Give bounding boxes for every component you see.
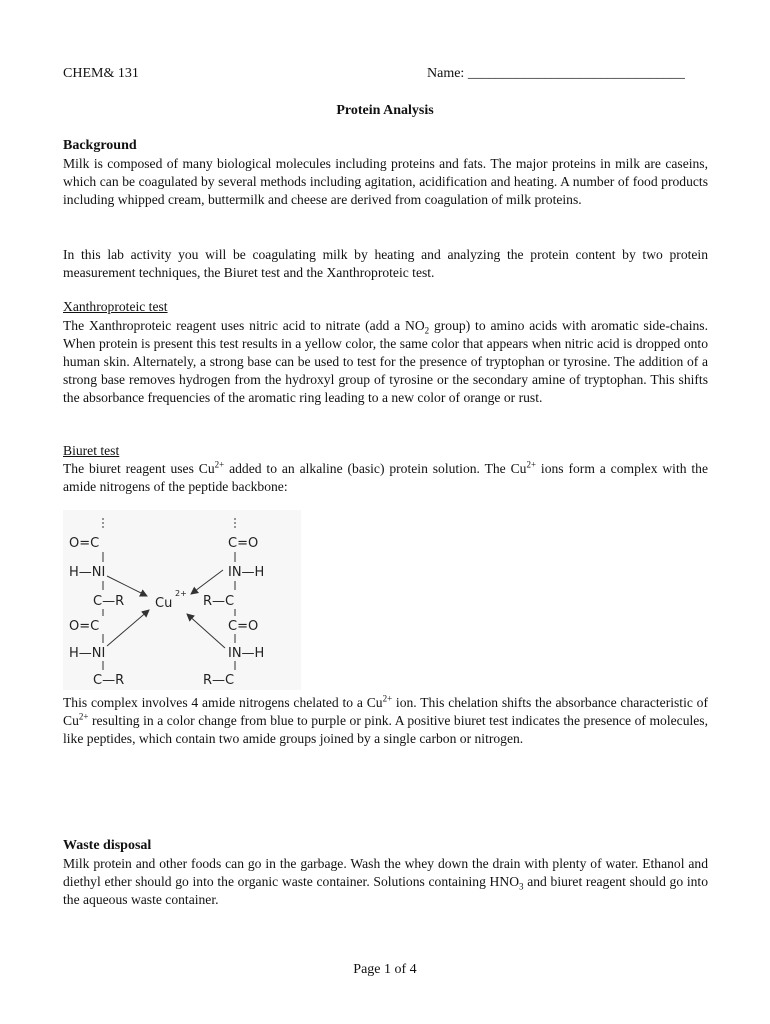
arrow-bottom-left <box>107 610 149 646</box>
biuret-complex-paragraph <box>63 694 708 748</box>
right-amide-2: IN—H <box>228 646 265 661</box>
biuret-paragraph <box>63 460 708 496</box>
xantho-text-1: The Xanthroproteic reagent uses nitric acid to nitrate (add a NO <box>63 318 425 333</box>
left-amide-1: H—NI <box>69 565 106 580</box>
complex-sup-1: 2+ <box>382 693 393 704</box>
name-field <box>427 66 685 82</box>
arrow-top-right <box>191 570 223 594</box>
copper-ion: Cu <box>155 596 173 611</box>
xantho-subscript: 2 <box>424 325 430 336</box>
right-amide-1: IN—H <box>228 565 265 580</box>
name-blank: _______________________________ <box>467 66 685 81</box>
right-alpha-1: R—C <box>203 594 235 609</box>
course-code: CHEM& 131 <box>63 66 139 81</box>
biuret-sup-1: 2+ <box>214 459 225 470</box>
biuret-text-3: ions form a complex with the amide nitrogens of the peptide backbone: <box>63 461 709 494</box>
background-heading: Background <box>63 138 137 153</box>
biuret-sup-2: 2+ <box>526 459 537 470</box>
arrow-bottom-right <box>187 614 225 648</box>
biuret-text-1: The biuret reagent uses Cu <box>63 461 215 476</box>
waste-text-2: and biuret reagent should go into the aqueous waste container. <box>63 874 708 907</box>
left-carbonyl-2: O=C <box>69 619 100 634</box>
biuret-complex-diagram <box>63 510 301 690</box>
complex-sup-2: 2+ <box>78 711 89 722</box>
left-amide-2: H—NI <box>69 646 106 661</box>
waste-heading: Waste disposal <box>63 838 152 853</box>
background-paragraph-1: Milk is composed of many biological molecules including proteins and fats. The major proteins in milk are caseins, which can be coagulated by several methods including agitation, acidification and heating. A number of food products including whipped cream, buttermilk and cheese are derived from coagulation of milk proteins. <box>63 156 708 207</box>
right-alpha-2: R—C <box>203 673 235 688</box>
page-title: Protein Analysis <box>336 103 434 118</box>
complex-text-2: ion. This chelation shifts the absorbance characteristic of Cu <box>63 695 708 728</box>
copper-charge: 2+ <box>175 589 187 598</box>
waste-paragraph <box>63 855 708 909</box>
xantho-text-2: group) to amino acids with aromatic side-chains. When protein is present this test results in a yellow color, the same color that appears when nitric acid is dropped onto human skin. Alternately, a strong base can be used to test for the presence of tryptophan or tyrosine. The addition of a strong base removes hydrogen from the hydroxyl group of tyrosine or the secondary amine of tryptophan. This shifts the absorbance frequencies of the aromatic ring leading to a new color of orange or rust. <box>63 318 708 405</box>
xantho-paragraph <box>63 317 708 407</box>
left-alpha-1: C—R <box>93 594 125 609</box>
right-carbonyl-2: C=O <box>228 619 259 634</box>
left-alpha-2: C—R <box>93 673 125 688</box>
arrow-top-left <box>107 576 147 596</box>
page-number: Page 1 of 4 <box>353 962 417 977</box>
complex-text-3: resulting in a color change from blue to purple or pink. A positive biuret test indicates the presence of molecules, like peptides, which contain two amide groups joined by a single carbon or nitrogen. <box>63 713 708 746</box>
biuret-heading: Biuret test <box>63 443 120 458</box>
biuret-text-2: added to an alkaline (basic) protein solution. The Cu <box>224 461 527 476</box>
left-carbonyl-1: O=C <box>69 536 100 551</box>
waste-text-1: Milk protein and other foods can go in the garbage. Wash the whey down the drain with plenty of water. Ethanol and diethyl ether should go into the organic waste container. Solutions containing HNO <box>63 856 708 889</box>
name-label: Name: <box>427 66 465 81</box>
complex-text-1: This complex involves 4 amide nitrogens chelated to a Cu <box>63 695 383 710</box>
waste-subscript: 3 <box>519 881 524 892</box>
right-carbonyl-1: C=O <box>228 536 259 551</box>
xantho-heading: Xanthroproteic test <box>63 299 168 314</box>
background-paragraph-2: In this lab activity you will be coagulating milk by heating and analyzing the protein content by two protein measurement techniques, the Biuret test and the Xanthroproteic test. <box>63 247 708 280</box>
